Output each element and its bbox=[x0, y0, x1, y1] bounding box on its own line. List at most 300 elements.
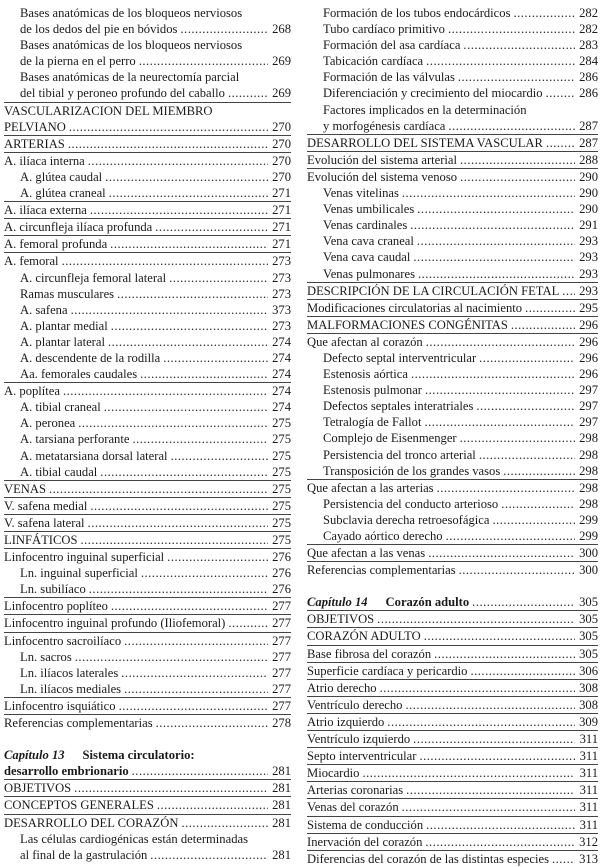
toc-entry-title: Sistema circulatorio: bbox=[82, 748, 195, 763]
toc-entry-title: Transposición de los grandes vasos bbox=[323, 463, 501, 478]
toc-entry-page: 274 bbox=[272, 384, 291, 399]
toc-entry-title: Ventrículo derecho bbox=[307, 697, 403, 712]
toc-entry-title: Estenosis aórtica bbox=[323, 367, 408, 382]
toc-entry-title: Aa. femorales caudales bbox=[20, 367, 138, 382]
toc-entry bbox=[307, 627, 598, 644]
toc-entry bbox=[307, 5, 598, 21]
toc-entry-page: 298 bbox=[579, 463, 598, 478]
dot-leader bbox=[167, 549, 268, 565]
toc-entry bbox=[4, 649, 291, 665]
toc-entry-page: 281 bbox=[272, 815, 291, 830]
toc-entry bbox=[4, 218, 291, 235]
toc-entry-title: desarrollo embrionario bbox=[4, 764, 129, 779]
toc-entry-title: Venas del corazón bbox=[307, 800, 399, 815]
toc-entry-title: A. tarsiana perforante bbox=[20, 432, 130, 447]
toc-entry bbox=[4, 714, 291, 731]
dot-leader bbox=[80, 532, 268, 548]
toc-entry bbox=[307, 350, 598, 366]
dot-leader bbox=[458, 69, 575, 85]
toc-entry bbox=[307, 833, 598, 850]
toc-entry-page: 373 bbox=[272, 302, 291, 317]
dot-leader bbox=[380, 680, 575, 696]
toc-entry-page: 274 bbox=[272, 350, 291, 365]
toc-entry bbox=[307, 102, 598, 134]
toc-entry-page: 298 bbox=[579, 447, 598, 462]
dot-leader bbox=[74, 780, 268, 796]
toc-entry bbox=[4, 548, 291, 565]
toc-entry-title: del tibial y peroneo profundo del caballo bbox=[20, 86, 225, 101]
toc-entry-page: 298 bbox=[579, 480, 598, 495]
toc-entry bbox=[4, 152, 291, 169]
chapter-label: Capítulo 14 bbox=[307, 595, 368, 610]
toc-entry-title: Defecto septal interventricular bbox=[323, 350, 477, 365]
dot-leader bbox=[132, 431, 268, 447]
toc-entry-title: DESARROLLO DEL SISTEMA VASCULAR bbox=[307, 135, 543, 150]
toc-entry-page: 290 bbox=[579, 169, 598, 184]
dot-leader bbox=[425, 834, 575, 850]
toc-entry bbox=[307, 730, 598, 747]
toc-entry-title: A. peronea bbox=[20, 416, 76, 431]
dot-leader bbox=[424, 628, 575, 644]
toc-entry-title: Que afectan al corazón bbox=[307, 334, 423, 349]
toc-entry-page: 277 bbox=[272, 698, 291, 713]
dot-leader bbox=[511, 317, 575, 333]
toc-entry-page: 275 bbox=[272, 498, 291, 513]
toc-entry-page: 275 bbox=[272, 515, 291, 530]
toc-entry-page: 282 bbox=[579, 6, 598, 20]
toc-entry-title: A. safena bbox=[20, 302, 68, 317]
toc-entry bbox=[307, 316, 598, 333]
toc-entry bbox=[307, 528, 598, 544]
toc-entry-title: Ventrículo izquierdo bbox=[307, 732, 411, 747]
dot-leader bbox=[140, 366, 268, 382]
dot-leader bbox=[552, 851, 575, 867]
dot-leader bbox=[405, 697, 575, 713]
dot-leader bbox=[402, 185, 575, 201]
toc-entry-page: 269 bbox=[272, 86, 291, 101]
toc-entry-page: 300 bbox=[579, 546, 598, 561]
toc-entry bbox=[307, 679, 598, 696]
toc-entry-page: 281 bbox=[272, 847, 291, 862]
dot-leader bbox=[88, 153, 268, 169]
toc-entry-page: 270 bbox=[272, 153, 291, 168]
dot-leader bbox=[89, 581, 268, 597]
toc-entry bbox=[4, 614, 291, 631]
dot-leader bbox=[90, 202, 268, 218]
dot-leader bbox=[402, 799, 575, 815]
toc-entry-title: Linfocentro isquiático bbox=[4, 698, 116, 713]
toc-entry-page: 305 bbox=[579, 612, 598, 627]
toc-entry-title: CONCEPTOS GENERALES bbox=[4, 798, 154, 813]
toc-entry bbox=[307, 414, 598, 430]
toc-entry-title: Ln. sacros bbox=[20, 649, 72, 664]
toc-entry-page: 313 bbox=[579, 851, 598, 866]
toc-entry-page: 273 bbox=[272, 318, 291, 333]
toc-entry bbox=[307, 85, 598, 101]
dot-leader bbox=[63, 383, 268, 399]
toc-entry-title: A. plantar medial bbox=[20, 318, 108, 333]
toc-entry-title: Tubo cardíaco primitivo bbox=[323, 22, 445, 37]
dot-leader bbox=[228, 85, 268, 101]
toc-entry-title: A. femoral profunda bbox=[4, 237, 108, 252]
dot-leader bbox=[476, 398, 575, 414]
toc-entry-title: Arterias coronarias bbox=[307, 783, 404, 798]
toc-entry-title: A. ilíaca interna bbox=[4, 153, 85, 168]
toc-entry-page: 286 bbox=[579, 86, 598, 101]
toc-entry-page: 311 bbox=[579, 783, 598, 798]
dot-leader bbox=[446, 528, 575, 544]
toc-entry-page: 271 bbox=[272, 186, 291, 201]
dot-leader bbox=[139, 53, 268, 69]
toc-entry-page: 293 bbox=[579, 266, 598, 281]
toc-entry-page: 278 bbox=[272, 716, 291, 731]
toc-entry-title: Diferenciación y crecimiento del miocardio bbox=[323, 86, 543, 101]
toc-entry-title: OBJETIVOS bbox=[307, 612, 375, 627]
toc-entry-page: 309 bbox=[579, 714, 598, 729]
toc-entry-page: 293 bbox=[579, 234, 598, 249]
toc-entry-page: 277 bbox=[272, 665, 291, 680]
toc-entry-title: A. metatarsiana dorsal lateral bbox=[20, 448, 168, 463]
toc-entry-page: 300 bbox=[579, 563, 598, 578]
dot-leader bbox=[169, 270, 268, 286]
toc-entry-title: de los dedos del pie en bóvidos bbox=[20, 22, 178, 37]
toc-entry bbox=[4, 252, 291, 269]
toc-entry-page: 295 bbox=[579, 300, 598, 315]
toc-entry-title: Evolución del sistema arterial bbox=[307, 152, 458, 167]
toc-entry-title: Formación de las válvulas bbox=[323, 70, 455, 85]
toc-entry-page: 298 bbox=[579, 496, 598, 511]
dot-leader bbox=[124, 681, 268, 697]
toc-entry bbox=[4, 565, 291, 581]
toc-entry-title: CORAZÓN ADULTO bbox=[307, 629, 421, 644]
toc-entry-page: 274 bbox=[272, 400, 291, 415]
dot-leader bbox=[180, 21, 268, 37]
toc-entry-page: 298 bbox=[579, 431, 598, 446]
toc-entry bbox=[307, 333, 598, 350]
toc-entry-title: Corazón adulto bbox=[385, 595, 470, 610]
toc-entry-page: 277 bbox=[272, 599, 291, 614]
dot-leader bbox=[470, 663, 575, 679]
toc-entry-page: 296 bbox=[579, 317, 598, 332]
toc-entry-title: Ln. inguinal superficial bbox=[20, 566, 138, 581]
toc-entry-title: Bases anatómicas de los bloqueos nerviosos bbox=[20, 6, 243, 20]
dot-leader bbox=[109, 185, 268, 201]
toc-entry bbox=[4, 464, 291, 480]
toc-entry bbox=[4, 350, 291, 366]
toc-entry-page: 287 bbox=[579, 135, 598, 150]
dot-leader bbox=[88, 515, 268, 531]
toc-entry-page: 306 bbox=[579, 663, 598, 678]
toc-entry bbox=[4, 831, 291, 863]
toc-entry bbox=[4, 318, 291, 334]
toc-entry bbox=[4, 431, 291, 447]
toc-entry-title: Que afectan a las venas bbox=[307, 546, 426, 561]
dot-leader bbox=[163, 350, 268, 366]
toc-entry-title: Estenosis pulmonar bbox=[323, 383, 422, 398]
dot-leader bbox=[413, 249, 575, 265]
toc-entry bbox=[4, 697, 291, 714]
toc-entry-title: A. glútea caudal bbox=[20, 169, 103, 184]
toc-entry-title: Cayado aórtico derecho bbox=[323, 529, 443, 543]
dot-leader bbox=[406, 782, 575, 798]
toc-entry-page: 288 bbox=[579, 152, 598, 167]
toc-entry-page: 274 bbox=[272, 367, 291, 382]
toc-right-column bbox=[307, 5, 598, 867]
toc-entry-page: 275 bbox=[272, 533, 291, 547]
toc-entry-title: Complejo de Eisenmenger bbox=[323, 431, 457, 446]
chapter-label: Capítulo 13 bbox=[4, 748, 65, 763]
toc-entry bbox=[307, 21, 598, 37]
toc-entry-page: 308 bbox=[579, 680, 598, 695]
toc-left-column bbox=[4, 5, 291, 863]
toc-entry-title: A. glútea craneal bbox=[20, 186, 106, 201]
toc-entry-page: 276 bbox=[272, 550, 291, 565]
toc-entry-page: 268 bbox=[272, 22, 291, 37]
toc-entry-page: 281 bbox=[272, 781, 291, 796]
toc-entry-title: Persistencia del tronco arterial bbox=[323, 447, 476, 462]
toc-entry-title: Superficie cardíaca y pericardio bbox=[307, 663, 468, 678]
toc-entry bbox=[4, 814, 291, 831]
toc-entry-title: V. safena lateral bbox=[4, 515, 85, 530]
toc-entry-page: 270 bbox=[272, 136, 291, 151]
dot-leader bbox=[448, 21, 575, 37]
toc-entry bbox=[307, 134, 598, 151]
toc-entry-title: Sistema de conducción bbox=[307, 817, 424, 832]
dot-leader bbox=[132, 763, 268, 779]
dot-leader bbox=[68, 136, 268, 152]
toc-entry-page: 275 bbox=[272, 481, 291, 496]
dot-leader bbox=[150, 847, 268, 863]
toc-entry-page: 277 bbox=[272, 681, 291, 696]
toc-entry-page: 299 bbox=[579, 512, 598, 527]
toc-entry-title: Ramas musculares bbox=[20, 286, 115, 301]
dot-leader bbox=[105, 169, 268, 185]
dot-leader bbox=[479, 447, 575, 463]
dot-leader bbox=[111, 318, 268, 334]
toc-entry bbox=[307, 713, 598, 730]
dot-leader bbox=[155, 219, 268, 235]
toc-entry bbox=[307, 201, 598, 217]
dot-leader bbox=[157, 797, 268, 813]
toc-entry bbox=[4, 399, 291, 415]
dot-leader bbox=[171, 448, 268, 464]
toc-entry-title: LINFÁTICOS bbox=[4, 533, 78, 547]
toc-entry-page: 271 bbox=[272, 237, 291, 252]
toc-entry-title: Ln. subilíaco bbox=[20, 582, 86, 597]
toc-entry bbox=[4, 514, 291, 531]
dot-leader bbox=[75, 649, 268, 665]
toc-entry-title: Defectos septales interatriales bbox=[323, 399, 474, 414]
toc-entry-page: 297 bbox=[579, 383, 598, 398]
toc-entry bbox=[307, 447, 598, 463]
dot-leader bbox=[417, 233, 575, 249]
toc-entry-title: Las células cardiogénicas están determinadas bbox=[20, 831, 248, 846]
toc-entry bbox=[307, 217, 598, 233]
dot-leader bbox=[181, 815, 268, 831]
toc-entry-page: 273 bbox=[272, 254, 291, 269]
toc-entry bbox=[307, 463, 598, 479]
dot-leader bbox=[117, 286, 268, 302]
toc-entry bbox=[4, 382, 291, 399]
dot-leader bbox=[463, 37, 575, 53]
dot-leader bbox=[459, 562, 575, 578]
toc-entry bbox=[4, 681, 291, 697]
toc-entry-page: 296 bbox=[579, 367, 598, 382]
toc-entry-page: 284 bbox=[579, 54, 598, 69]
dot-leader bbox=[417, 201, 575, 217]
toc-entry-page: 299 bbox=[579, 529, 598, 543]
toc-entry-title: VENAS bbox=[4, 481, 46, 496]
dot-leader bbox=[460, 430, 575, 446]
toc-entry bbox=[4, 185, 291, 201]
toc-entry-page: 282 bbox=[579, 22, 598, 37]
toc-entry-page: 273 bbox=[272, 286, 291, 301]
dot-leader bbox=[426, 817, 575, 833]
toc-entry bbox=[4, 497, 291, 514]
toc-entry-title: Formación de los tubos endocárdicos bbox=[323, 6, 511, 20]
dot-leader bbox=[501, 496, 575, 512]
toc-entry-title: Atrio derecho bbox=[307, 680, 377, 695]
toc-entry-title: Factores implicados en la determinación bbox=[323, 102, 527, 117]
dot-leader bbox=[434, 646, 575, 662]
toc-entry bbox=[307, 479, 598, 496]
toc-entry bbox=[4, 169, 291, 185]
toc-entry-title: Bases anatómicas de la neurectomía parcial bbox=[20, 70, 240, 85]
dot-leader bbox=[492, 512, 575, 528]
toc-entry-page: 305 bbox=[579, 595, 598, 610]
dot-leader bbox=[546, 85, 575, 101]
dot-leader bbox=[479, 350, 575, 366]
toc-entry bbox=[4, 747, 291, 779]
toc-entry-title: A. poplítea bbox=[4, 384, 60, 399]
toc-entry-title: PELVIANO bbox=[4, 119, 66, 134]
toc-entry-page: 296 bbox=[579, 350, 598, 365]
toc-entry bbox=[307, 610, 598, 627]
toc-entry bbox=[307, 233, 598, 249]
toc-entry-page: 311 bbox=[579, 732, 598, 747]
toc-entry-title: DESARROLLO DEL CORAZÓN bbox=[4, 815, 179, 830]
toc-entry-page: 290 bbox=[579, 202, 598, 217]
toc-entry-title: de la pierna en el perro bbox=[20, 54, 136, 69]
dot-leader bbox=[104, 399, 268, 415]
toc-entry bbox=[307, 816, 598, 833]
toc-entry bbox=[307, 185, 598, 201]
dot-leader bbox=[413, 731, 575, 747]
toc-entry bbox=[307, 496, 598, 512]
toc-entry-title: Septo interventricular bbox=[307, 749, 417, 764]
dot-leader bbox=[90, 498, 268, 514]
toc-entry-page: 311 bbox=[579, 800, 598, 815]
dot-leader bbox=[78, 415, 268, 431]
toc-entry bbox=[4, 69, 291, 101]
toc-entry-title: Modificaciones circulatorias al nacimiento bbox=[307, 300, 523, 315]
toc-entry bbox=[307, 266, 598, 282]
toc-entry-page: 283 bbox=[579, 38, 598, 53]
dot-leader bbox=[525, 300, 575, 316]
toc-entry-page: 274 bbox=[272, 334, 291, 349]
toc-entry bbox=[307, 662, 598, 679]
toc-entry-title: A. ilíaca externa bbox=[4, 203, 87, 218]
toc-entry-page: 277 bbox=[272, 649, 291, 664]
toc-entry bbox=[4, 597, 291, 614]
toc-entry-title: Subclavia derecha retroesofágica bbox=[323, 512, 490, 527]
toc-entry-title: A. circunfleja ilíaca profunda bbox=[4, 220, 153, 235]
toc-entry-title: Referencias complementarias bbox=[4, 716, 153, 731]
toc-entry bbox=[4, 581, 291, 597]
toc-entry bbox=[4, 480, 291, 497]
toc-entry-page: 275 bbox=[272, 432, 291, 447]
dot-leader bbox=[124, 633, 268, 649]
toc-entry bbox=[307, 151, 598, 168]
toc-entry-page: 293 bbox=[579, 250, 598, 265]
toc-entry-page: 277 bbox=[272, 633, 291, 648]
dot-leader bbox=[419, 748, 575, 764]
toc-entry-page: 271 bbox=[272, 203, 291, 218]
dot-leader bbox=[425, 382, 575, 398]
toc-entry bbox=[4, 37, 291, 69]
toc-entry-page: 311 bbox=[579, 817, 598, 832]
toc-entry-page: 286 bbox=[579, 70, 598, 85]
dot-leader bbox=[410, 217, 575, 233]
toc-entry-page: 287 bbox=[579, 118, 598, 133]
toc-entry-title: Atrio izquierdo bbox=[307, 714, 385, 729]
dot-leader bbox=[71, 302, 268, 318]
toc-entry-title: Venas vitelinas bbox=[323, 186, 399, 201]
dot-leader bbox=[424, 414, 575, 430]
toc-entry-page: 281 bbox=[272, 798, 291, 813]
toc-entry bbox=[4, 448, 291, 464]
toc-entry bbox=[307, 299, 598, 316]
dot-leader bbox=[513, 5, 575, 21]
toc-entry-page: 291 bbox=[579, 218, 598, 233]
toc-entry bbox=[307, 37, 598, 53]
dot-leader bbox=[156, 715, 268, 731]
toc-entry-title: al final de la gastrulación bbox=[20, 847, 148, 862]
toc-entry-page: 305 bbox=[579, 629, 598, 644]
toc-entry-title: A. tibial craneal bbox=[20, 400, 101, 415]
toc-entry-title: A. plantar lateral bbox=[20, 334, 105, 349]
toc-entry bbox=[307, 430, 598, 446]
toc-entry bbox=[307, 398, 598, 414]
dot-leader bbox=[426, 334, 575, 350]
toc-entry-page: 276 bbox=[272, 566, 291, 581]
toc-entry bbox=[307, 382, 598, 398]
toc-entry bbox=[4, 286, 291, 302]
toc-entry-title: A. circunfleja femoral lateral bbox=[20, 270, 167, 285]
toc-entry-page: 305 bbox=[579, 646, 598, 661]
toc-entry-title: y morfogénesis cardíaca bbox=[323, 118, 446, 133]
toc-entry-title: Linfocentro sacroilíaco bbox=[4, 633, 122, 648]
toc-entry-title: Formación del asa cardíaca bbox=[323, 38, 461, 53]
dot-leader bbox=[111, 598, 268, 614]
toc-entry-title: VASCULARIZACION DEL MIEMBRO bbox=[4, 103, 213, 118]
toc-entry-page: 273 bbox=[272, 270, 291, 285]
toc-entry-page: 308 bbox=[579, 697, 598, 712]
dot-leader bbox=[503, 463, 575, 479]
dot-leader bbox=[119, 698, 268, 714]
toc-entry bbox=[307, 747, 598, 764]
toc-entry-page: 275 bbox=[272, 416, 291, 431]
dot-leader bbox=[49, 481, 268, 497]
toc-entry-page: 281 bbox=[272, 764, 291, 779]
toc-entry-title: Venas cardinales bbox=[323, 218, 408, 233]
toc-entry-title: Referencias complementarias bbox=[307, 563, 456, 578]
toc-entry-page: 275 bbox=[272, 464, 291, 479]
toc-entry bbox=[4, 334, 291, 350]
dot-leader bbox=[418, 266, 575, 282]
toc-entry-page: 269 bbox=[272, 54, 291, 69]
toc-entry bbox=[4, 796, 291, 813]
